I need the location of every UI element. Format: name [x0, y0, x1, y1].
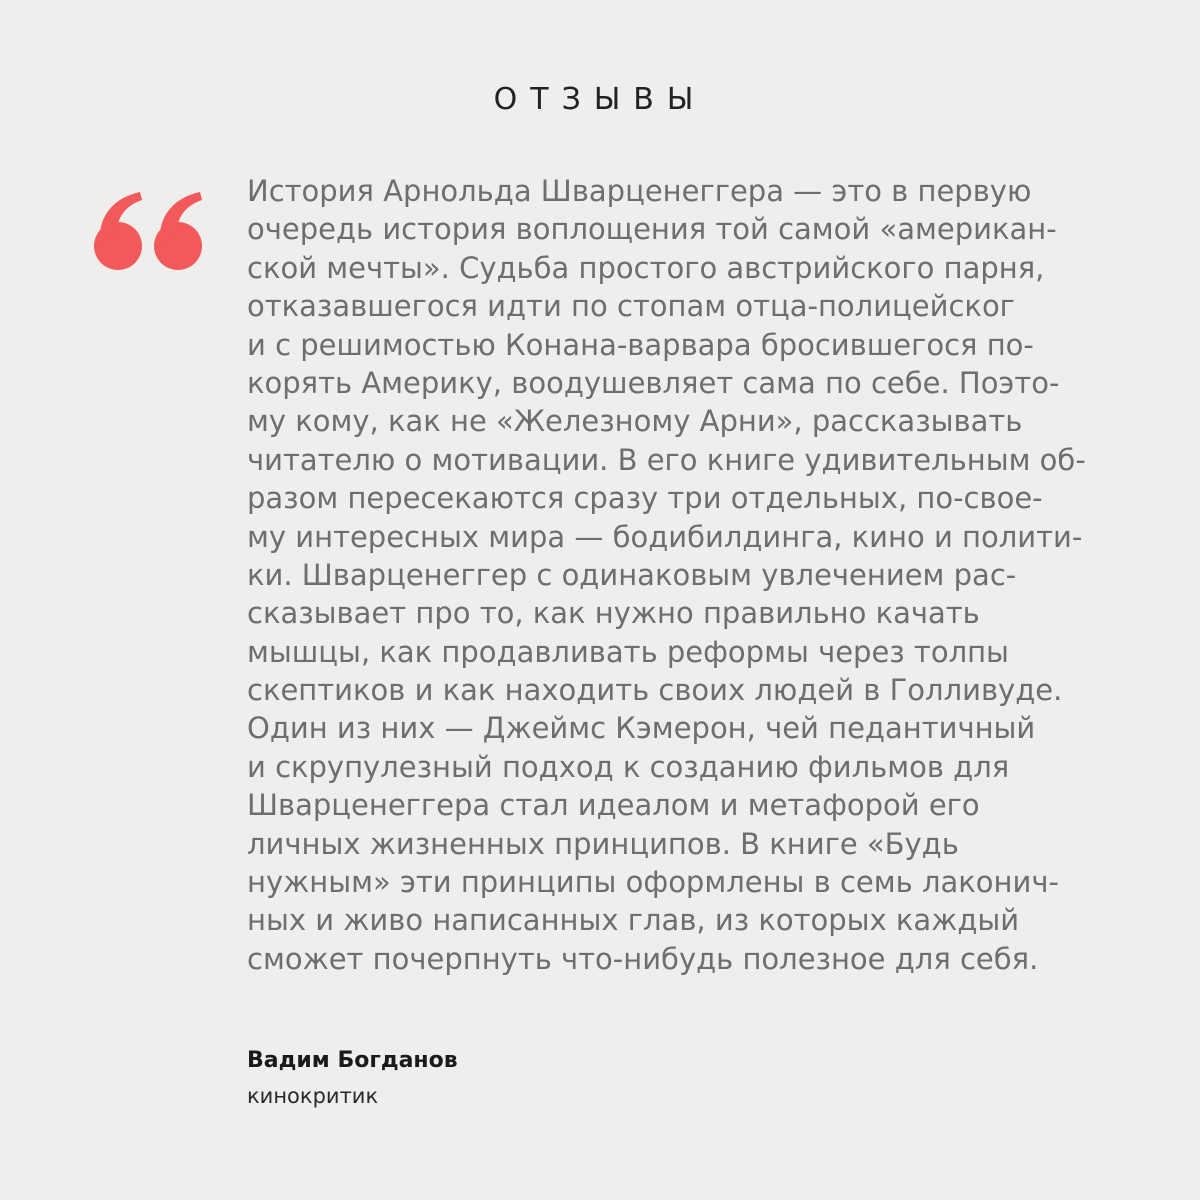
- review-line: корять Америку, воодушевляет сама по себе. Поэто-: [247, 365, 1060, 400]
- review-line: и с решимостью Конана-варвара бросившегося по-: [247, 327, 1034, 362]
- page-title: ОТЗЫВЫ: [493, 82, 707, 117]
- review-line: очередь история воплощения той самой «американ-: [247, 212, 1057, 247]
- review-line: разом пересекаются сразу три отдельных, по-свое-: [247, 481, 1043, 516]
- review-line: Один из них — Джеймс Кэмерон, чей педантичный: [247, 711, 1036, 746]
- review-text: [247, 172, 1147, 978]
- review-line: нужным» эти принципы оформлены в семь лаконич-: [247, 865, 1059, 900]
- review-line: мышцы, как продавливать реформы через толпы: [247, 634, 1009, 669]
- review-line: ных и живо написанных глав, из которых каждый: [247, 903, 1020, 938]
- author-role: кинокритик: [247, 1084, 379, 1108]
- review-line: История Арнольда Шварценеггера — это в первую: [247, 174, 1032, 208]
- review-line: му кому, как не «Железному Арни», рассказывать: [247, 404, 1023, 439]
- review-line: читателю о мотивации. В его книге удивительным об-: [247, 442, 1086, 477]
- author-name: Вадим Богданов: [247, 1048, 458, 1073]
- review-line: Шварценеггера стал идеалом и метафорой его: [247, 788, 980, 823]
- review-line: сказывает про то, как нужно правильно качать: [247, 596, 980, 631]
- review-line: личных жизненных принципов. В книге «Будь: [247, 826, 959, 861]
- review-line: сможет почерпнуть что-нибудь полезное для себя.: [247, 941, 1039, 976]
- quote-open-icon: [92, 188, 210, 278]
- review-line: и скрупулезный подход к созданию фильмов для: [247, 749, 1010, 784]
- review-line: ской мечты». Судьба простого австрийского парня,: [247, 250, 1045, 285]
- review-line: му интересных мира — бодибилдинга, кино и полити-: [247, 519, 1083, 554]
- review-line: ки. Шварценеггер с одинаковым увлечением рас-: [247, 557, 1017, 592]
- review-line: отказавшегося идти по стопам отца-полицейског: [247, 289, 1015, 324]
- review-line: скептиков и как находить своих людей в Голливуде.: [247, 673, 1063, 708]
